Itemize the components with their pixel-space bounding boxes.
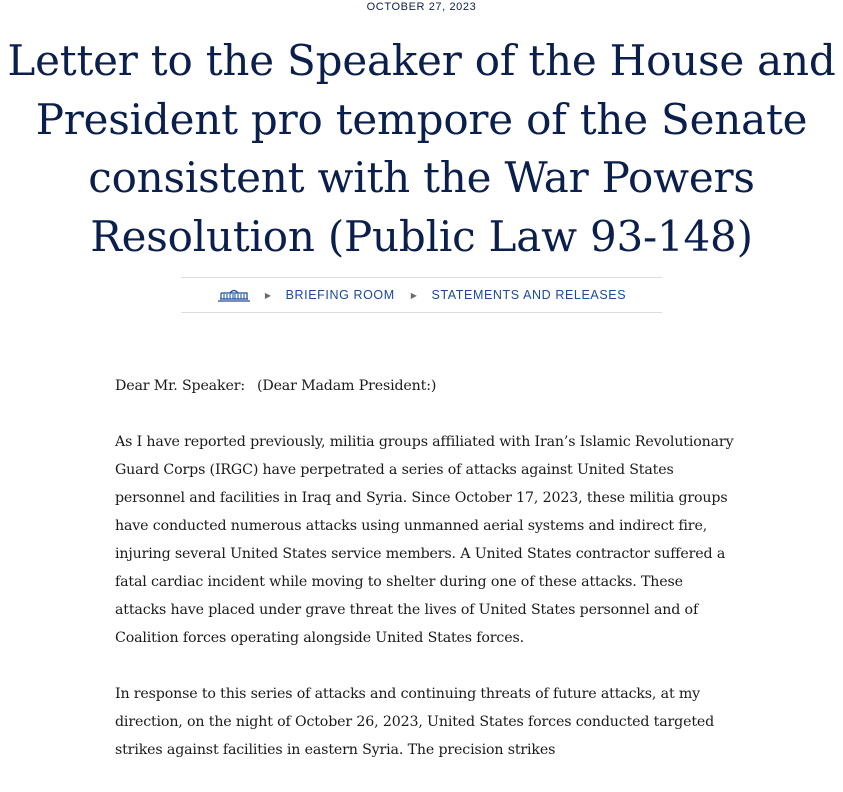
salutation-speaker: Dear Mr. Speaker: [115,378,245,394]
breadcrumb-statements-and-releases[interactable]: STATEMENTS AND RELEASES [431,288,627,302]
paragraph: In response to this series of attacks and continuing threats of future attacks, at my direction, on the night of October 26, 2023, United States forces conducted targeted strikes against facilities in eastern Syria. The precision strikes [115,686,715,758]
breadcrumb-briefing-room[interactable]: BRIEFING ROOM [285,288,395,302]
letter-body [115,372,735,792]
chevron-right-icon: ▶ [264,290,272,300]
salutation-president: (Dear Madam President:) [256,378,437,394]
paragraph: As I have reported previously, militia groups affiliated with Iran’s Islamic Revolutionary Guard Corps (IRGC) have perpetrated a series of attacks against United States personnel and facilities in Iraq and Syria. Since October 17, 2023, these militia groups have conducted numerous attacks using unmanned aerial systems and indirect fire, injuring several United States service members. A United States contractor suffered a fatal cardiac incident while moving to shelter during one of these attacks. These attacks have placed under grave threat the lives of United States personnel and of Coalition forces operating alongside United States forces. [115,434,734,646]
salutation [115,372,735,400]
chevron-right-icon: ▶ [410,290,418,300]
white-house-icon[interactable] [217,288,251,302]
publish-date: OCTOBER 27, 2023 [366,1,477,13]
page-title: Letter to the Speaker of the House and President pro tempore of the Senate consistent with the War Powers Resolution (Public Law 93-148) [7,36,836,261]
breadcrumb [181,277,662,313]
